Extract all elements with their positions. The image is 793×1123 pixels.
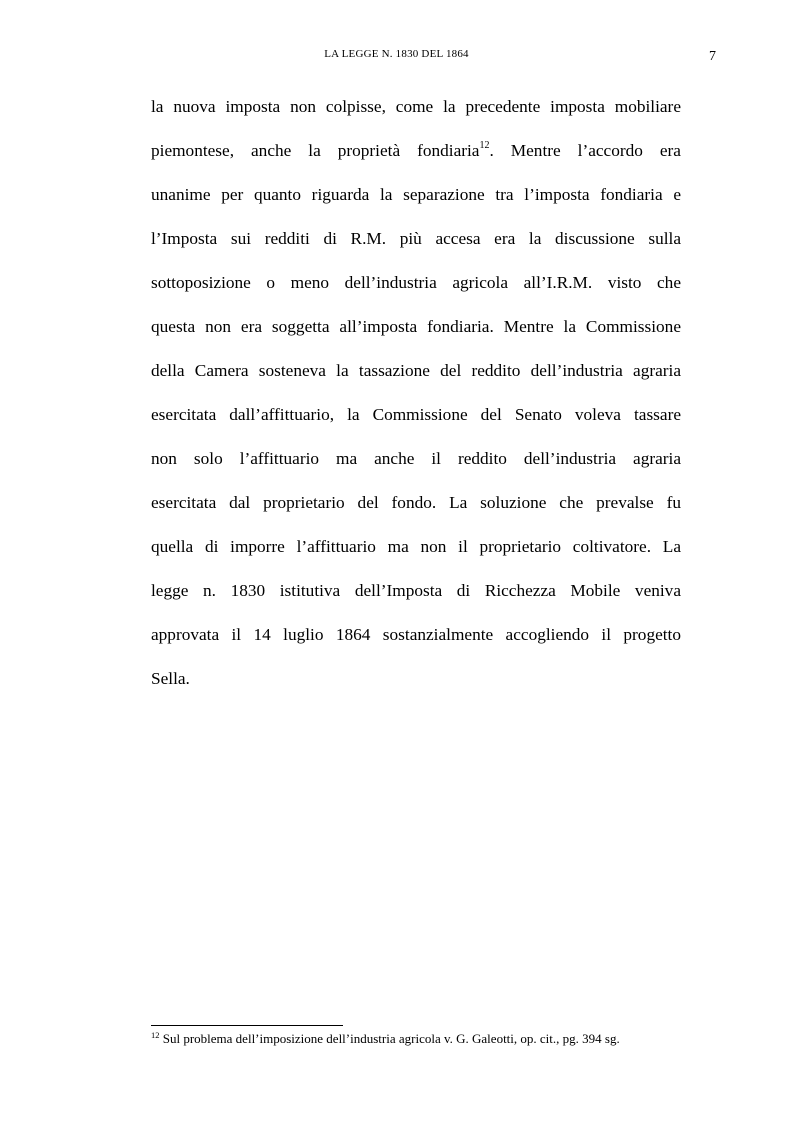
running-header: LA LEGGE N. 1830 DEL 1864	[324, 48, 469, 60]
footnote-text: Sul problema dell’imposizione dell’industria agricola v. G. Galeotti, op. cit., pg. 394 sg.	[159, 1031, 620, 1046]
body-line: non solo l’affittuario ma anche il reddito dell’industria agraria	[151, 449, 681, 468]
body-line: l’Imposta sui redditi di R.M. più accesa era la discussione sulla	[151, 229, 681, 248]
page-number: 7	[709, 49, 716, 64]
body-line: esercitata dall’affittuario, la Commissione del Senato voleva tassare	[151, 405, 681, 424]
body-line: sottoposizione o meno dell’industria agricola all’I.R.M. visto che	[151, 273, 681, 292]
footnote	[151, 1031, 711, 1047]
body-line-text: piemontese, anche la proprietà fondiaria	[151, 141, 480, 160]
footnote-number: 12	[151, 1030, 160, 1040]
body-line: esercitata dal proprietario del fondo. La soluzione che prevalse fu	[151, 493, 681, 512]
body-line: unanime per quanto riguarda la separazione tra l’imposta fondiaria e	[151, 185, 681, 204]
body-line-with-footnote	[151, 132, 681, 176]
footnote-reference[interactable]: 12	[479, 140, 490, 151]
body-line: legge n. 1830 istitutiva dell’Imposta di Ricchezza Mobile veniva	[151, 581, 681, 600]
body-line: della Camera sosteneva la tassazione del reddito dell’industria agraria	[151, 361, 681, 380]
body-paragraph	[151, 88, 681, 704]
body-line-last: Sella.	[151, 669, 190, 688]
body-line: questa non era soggetta all’imposta fondiaria. Mentre la Commissione	[151, 317, 681, 336]
body-line: approvata il 14 luglio 1864 sostanzialmente accogliendo il progetto	[151, 625, 681, 644]
footnote-divider	[151, 1025, 343, 1026]
body-line: quella di imporre l’affittuario ma non il proprietario coltivatore. La	[151, 537, 681, 556]
body-line-text-continuation: . Mentre l’accordo era	[489, 141, 681, 160]
body-line: la nuova imposta non colpisse, come la precedente imposta mobiliare	[151, 97, 681, 116]
